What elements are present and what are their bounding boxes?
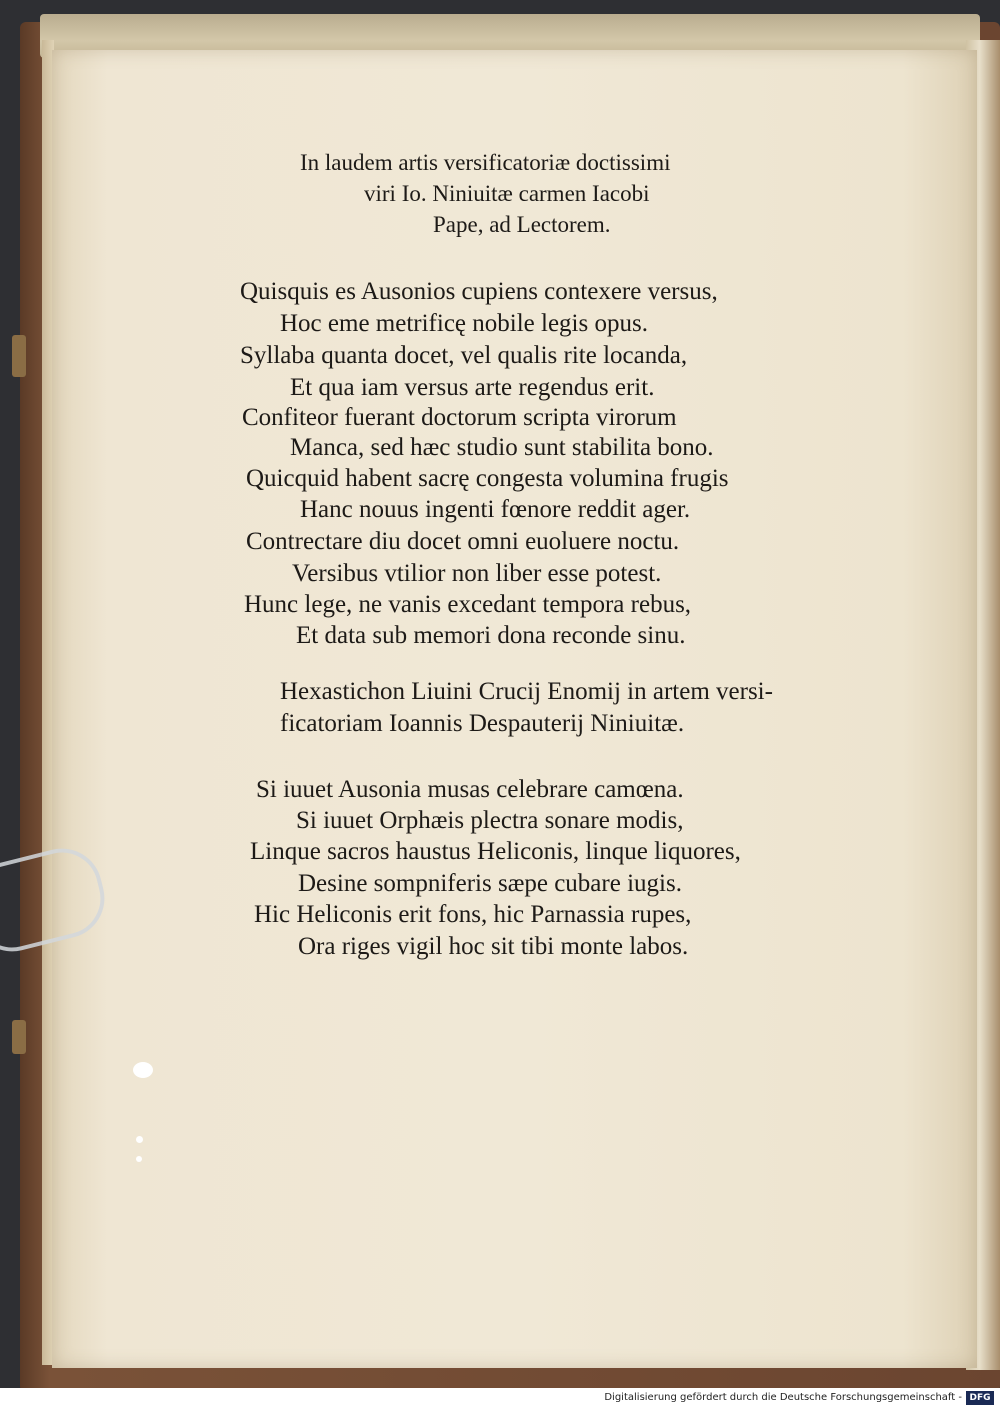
poem-line: Ora riges vigil hoc sit tibi monte labos. xyxy=(298,933,689,960)
poem-line: Versibus vtilior non liber esse potest. xyxy=(292,560,662,587)
poem-line: Linque sacros haustus Heliconis, linque liquores, xyxy=(250,838,741,865)
poem-line: Syllaba quanta docet, vel qualis rite locanda, xyxy=(240,342,688,369)
poem-line: Manca, sed hæc studio sunt stabilita bono. xyxy=(290,434,714,461)
poem-line: Hoc eme metrificę nobile legis opus. xyxy=(280,310,648,337)
poem-line: Quisquis es Ausonios cupiens contexere versus, xyxy=(240,278,718,305)
poem-line: Quicquid habent sacrę congesta volumina frugis xyxy=(246,465,729,492)
poem-line: Confiteor fuerant doctorum scripta virorum xyxy=(242,404,677,431)
poem-line: Contrectare diu docet omni euoluere noctu. xyxy=(246,528,680,555)
clasp-top xyxy=(12,335,26,377)
poem-line: Hunc lege, ne vanis excedant tempora rebus, xyxy=(244,591,692,618)
poem-line: Hanc nouus ingenti fœnore reddit ager. xyxy=(300,496,691,523)
title-line: In laudem artis versificatoriæ doctissimi xyxy=(300,150,671,175)
poem-line: Hic Heliconis erit fons, hic Parnassia rupes, xyxy=(254,901,692,928)
title-line: viri Io. Niniuitæ carmen Iacobi xyxy=(364,181,650,206)
book-page xyxy=(52,50,977,1368)
poem-line: Si iuuet Orphæis plectra sonare modis, xyxy=(296,807,684,834)
footer-bar xyxy=(0,1388,1000,1410)
poem-line: Et data sub memori dona reconde sinu. xyxy=(296,622,686,649)
heading-line: Hexastichon Liuini Crucij Enomij in artem versi- xyxy=(280,678,773,705)
poem-line: Desine sompniferis sæpe cubare iugis. xyxy=(298,870,682,897)
poem-line: Si iuuet Ausonia musas celebrare camœna. xyxy=(256,776,684,803)
poem-line: Et qua iam versus arte regendus erit. xyxy=(290,374,655,401)
paper-hole xyxy=(133,1062,153,1078)
heading-line: ficatoriam Ioannis Despauterij Niniuitæ. xyxy=(280,710,685,737)
funding-credit: Digitalisierung gefördert durch die Deutsche Forschungsgemeinschaft - xyxy=(604,1392,962,1403)
title-line: Pape, ad Lectorem. xyxy=(433,212,611,237)
dfg-logo: DFG xyxy=(966,1391,994,1405)
paper-hole-small xyxy=(136,1156,142,1162)
paper-hole-small xyxy=(136,1136,143,1143)
clasp-bottom xyxy=(12,1020,26,1054)
